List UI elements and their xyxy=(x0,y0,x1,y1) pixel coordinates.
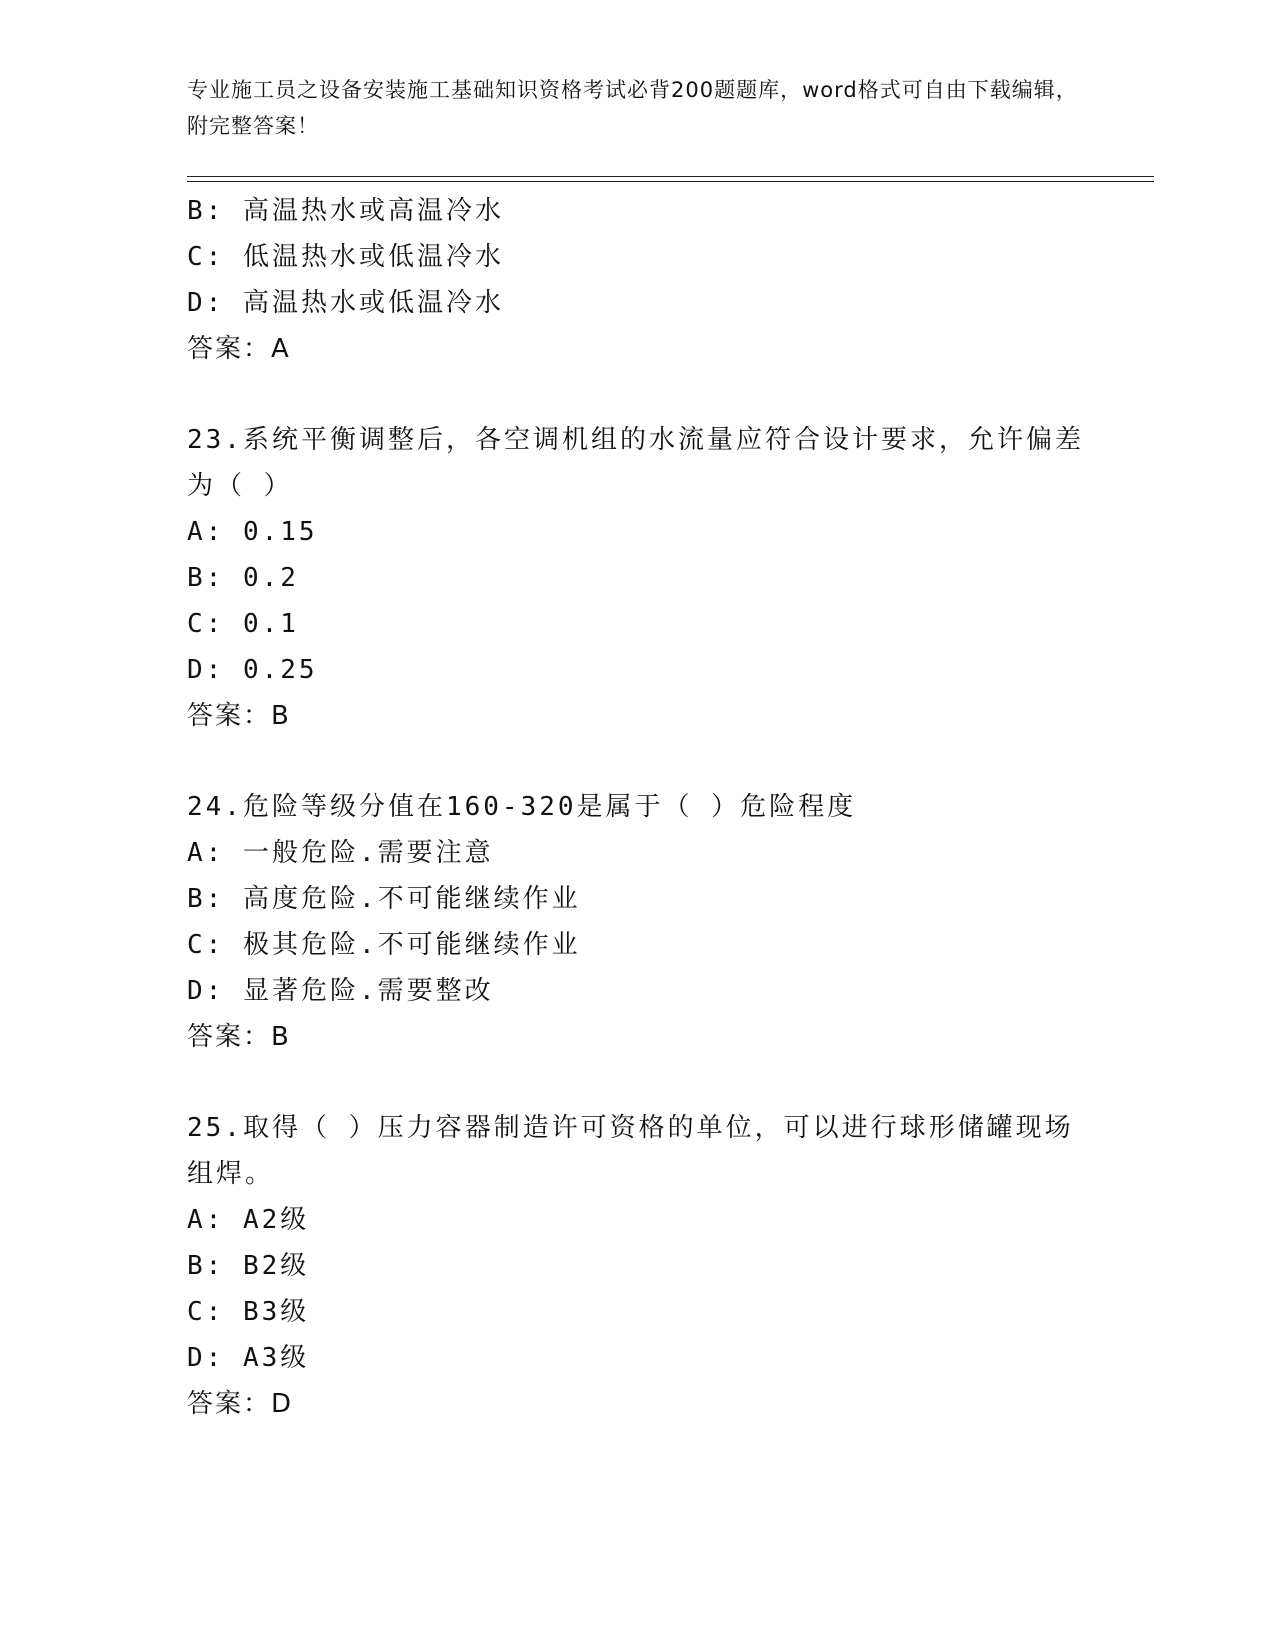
option-b: B: 0.2 xyxy=(187,563,299,593)
option-a: A: 0.15 xyxy=(187,517,318,547)
option-b: B: B2级 xyxy=(187,1251,310,1281)
answer-line: 答案：B xyxy=(187,1022,291,1052)
question-text: 24.危险等级分值在160-320是属于（ ）危险程度 xyxy=(187,792,857,822)
option-b: B: 高度危险.不可能继续作业 xyxy=(187,884,581,914)
option-c: C: 0.1 xyxy=(187,609,299,639)
option-a: A: 一般危险.需要注意 xyxy=(187,838,494,868)
question-text: 25.取得（ ）压力容器制造许可资格的单位，可以进行球形储罐现场组焊。 xyxy=(187,1113,1074,1189)
question-text: 23.系统平衡调整后，各空调机组的水流量应符合设计要求，允许偏差为（ ） xyxy=(187,425,1084,501)
question-23 xyxy=(187,417,1087,739)
header-divider-top xyxy=(187,176,1154,177)
spacer xyxy=(187,1060,1087,1105)
header-divider-bottom xyxy=(187,181,1154,182)
question-list xyxy=(187,188,1087,1427)
answer-line: 答案：A xyxy=(187,334,291,364)
question-24 xyxy=(187,784,1087,1060)
option-d: D: 0.25 xyxy=(187,655,318,685)
spacer xyxy=(187,739,1087,784)
question-22-tail xyxy=(187,188,1087,372)
spacer xyxy=(187,372,1087,417)
option-c: C: 低温热水或低温冷水 xyxy=(187,242,504,272)
option-c: C: 极其危险.不可能继续作业 xyxy=(187,930,581,960)
option-d: D: 高温热水或低温冷水 xyxy=(187,288,504,318)
document-header: 专业施工员之设备安装施工基础知识资格考试必背200题题库，word格式可自由下载编辑，附完整答案！ xyxy=(187,78,1078,138)
question-25 xyxy=(187,1105,1087,1427)
option-d: D: A3级 xyxy=(187,1343,310,1373)
option-c: C: B3级 xyxy=(187,1297,310,1327)
option-d: D: 显著危险.需要整改 xyxy=(187,976,494,1006)
answer-line: 答案：D xyxy=(187,1389,294,1419)
option-a: A: A2级 xyxy=(187,1205,310,1235)
option-b: B: 高温热水或高温冷水 xyxy=(187,196,504,226)
answer-line: 答案：B xyxy=(187,701,291,731)
